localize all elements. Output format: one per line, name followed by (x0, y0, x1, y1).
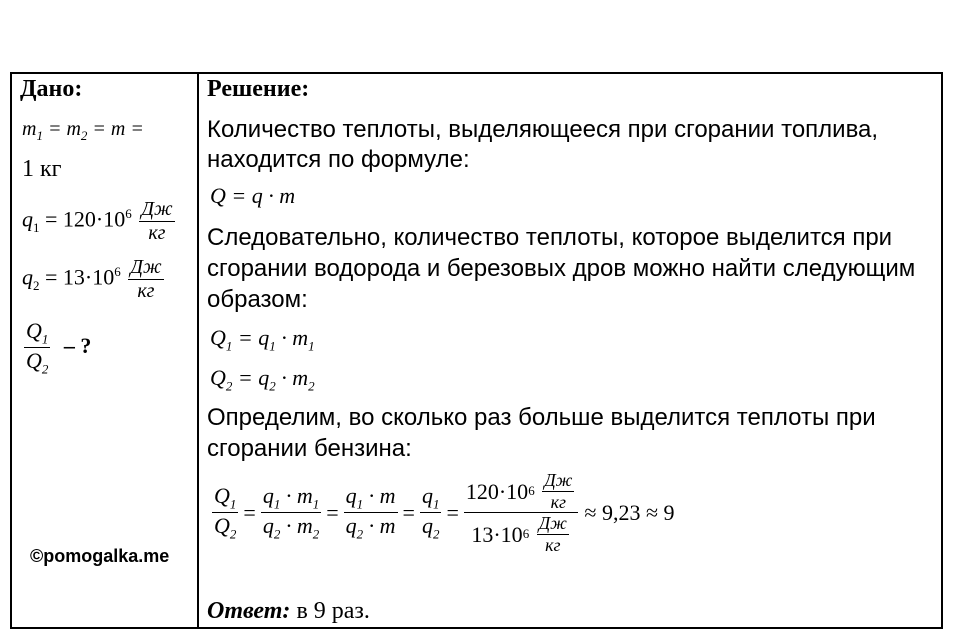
para3-line1: Определим, во сколько раз больше выделится теплоты при (207, 404, 876, 431)
para1-line2: находится по формуле: (207, 146, 470, 173)
para2-line2: сгорании водорода и березовых дров можно найти следующим (207, 255, 916, 282)
formula-q1: $Q_1 = q_1 \cdot m_1$ (210, 325, 315, 354)
para2-line1: Следовательно, количество теплоты, которое выделится при (207, 224, 893, 251)
para2-line3: образом: (207, 286, 308, 313)
q2-given: $q_2 = 13\cdot 10^6$ $\frac{Дж}{кг}$ (22, 256, 162, 302)
formula-q2: $Q_2 = q_2 \cdot m_2$ (210, 365, 315, 394)
given-heading: Дано: (20, 76, 83, 102)
para3-line2: сгорании бензина: (207, 435, 412, 462)
mass-equation: $m_1 = m_2 = m$ = (22, 118, 144, 143)
para1-line1: Количество теплоты, выделяющееся при сгорании топлива, (207, 116, 879, 143)
q1-given: $q_1 = 120\cdot 10^6$ $\frac{Дж}{кг}$ (22, 198, 173, 244)
watermark: ©pomogalka.me (30, 546, 170, 566)
formula-q: Q = q · m (210, 183, 296, 208)
find-ratio: $\frac{Q_1}{Q_2}$ – ? (26, 318, 92, 377)
final-calculation: $\frac{Q_1}{Q_2}$ = $\frac{q_1 \cdot m_1}{q_2 \cdot m_2}$ = $\frac{q_1 \cdot m}{q_2 \cdot m}$ = $\frac{q_1}{q_2}$ = 120·10 6 $\frac{Дж}{кг}$ 13·10 6 $\frac{Дж}{кг}$ ≈ 9,23 ≈ 9 (214, 470, 675, 556)
solution-heading: Решение: (207, 76, 310, 102)
mass-value: 1 кг (22, 156, 62, 182)
column-divider (197, 72, 199, 629)
approx-result: ≈ 9,23 ≈ 9 (584, 499, 675, 525)
answer: Ответ: в 9 раз. (207, 598, 370, 624)
